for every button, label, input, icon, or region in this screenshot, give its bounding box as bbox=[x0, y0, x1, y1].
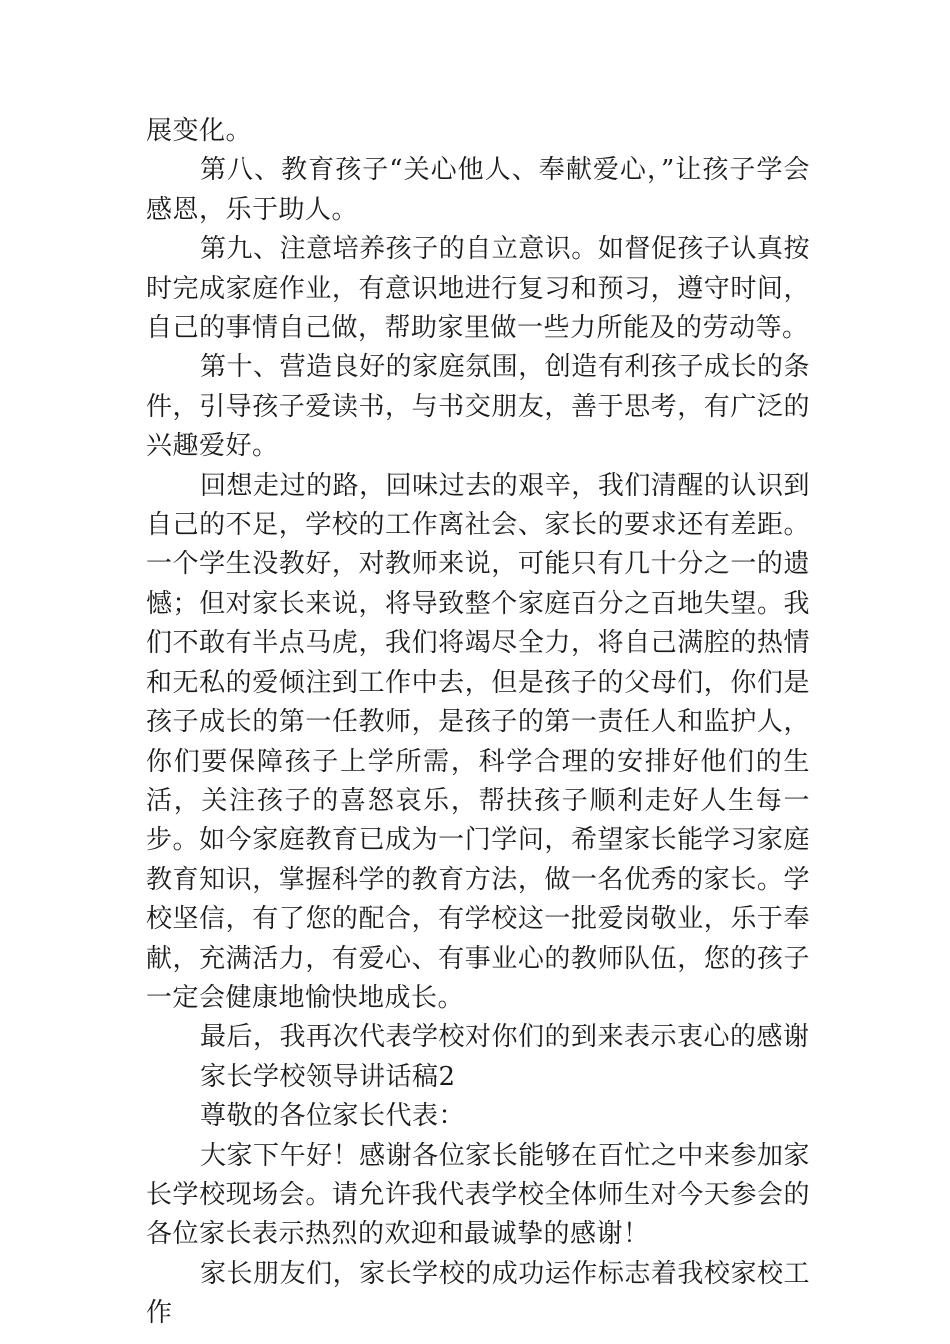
paragraph: 展变化。 bbox=[146, 116, 253, 146]
paragraph: 第九、注意培养孩子的自立意识。如督促孩子认真按时完成家庭作业，有意识地进行复习和预习，遵守时间，自己的事情自己做，帮助家里做一些力所能及的劳动等。 bbox=[146, 234, 810, 344]
paragraph: 第八、教育孩子“关心他人、奉献爱心，”让孩子学会感恩，乐于助人。 bbox=[146, 155, 810, 225]
section-heading: 家长学校领导讲话稿2 bbox=[200, 1061, 456, 1092]
salutation: 尊敬的各位家长代表： bbox=[200, 1101, 466, 1132]
paragraph: 大家下午好！感谢各位家长能够在百忙之中来参加家长学校现场会。请允许我代表学校全体师生对今天参会的各位家长表示热烈的欢迎和最诚挚的感谢！ bbox=[146, 1140, 810, 1250]
document-body bbox=[146, 112, 810, 1334]
paragraph: 最后，我再次代表学校对你们的到来表示衷心的感谢 bbox=[200, 1022, 810, 1053]
paragraph: 回想走过的路，回味过去的艰辛，我们清醒的认识到自己的不足，学校的工作离社会、家长的要求还有差距。一个学生没教好，对教师来说，可能只有几十分之一的遗憾；但对家长来说，将导致整个家庭百分之百地失望。我们不敢有半点马虎，我们将竭尽全力，将自己满腔的热情和无私的爱倾注到工作中去，但是孩子的父母们，你们是孩子成长的第一任教师，是孩子的第一责任人和监护人，你们要保障孩子上学所需，科学合理的安排好他们的生活，关注孩子的喜怒哀乐，帮扶孩子顺利走好人生每一步。如今家庭教育已成为一门学问，希望家长能学习家庭教育知识，掌握科学的教育方法，做一名优秀的家长。学校坚信，有了您的配合，有学校这一批爱岗敬业，乐于奉献，充满活力，有爱心、有事业心的教师队伍，您的孩子一定会健康地愉快地成长。 bbox=[146, 470, 810, 1013]
paragraph: 第十、营造良好的家庭氛围，创造有利孩子成长的条件，引导孩子爱读书，与书交朋友，善于思考，有广泛的兴趣爱好。 bbox=[146, 352, 810, 462]
paragraph: 家长朋友们，家长学校的成功运作标志着我校家校工作 bbox=[146, 1258, 810, 1329]
